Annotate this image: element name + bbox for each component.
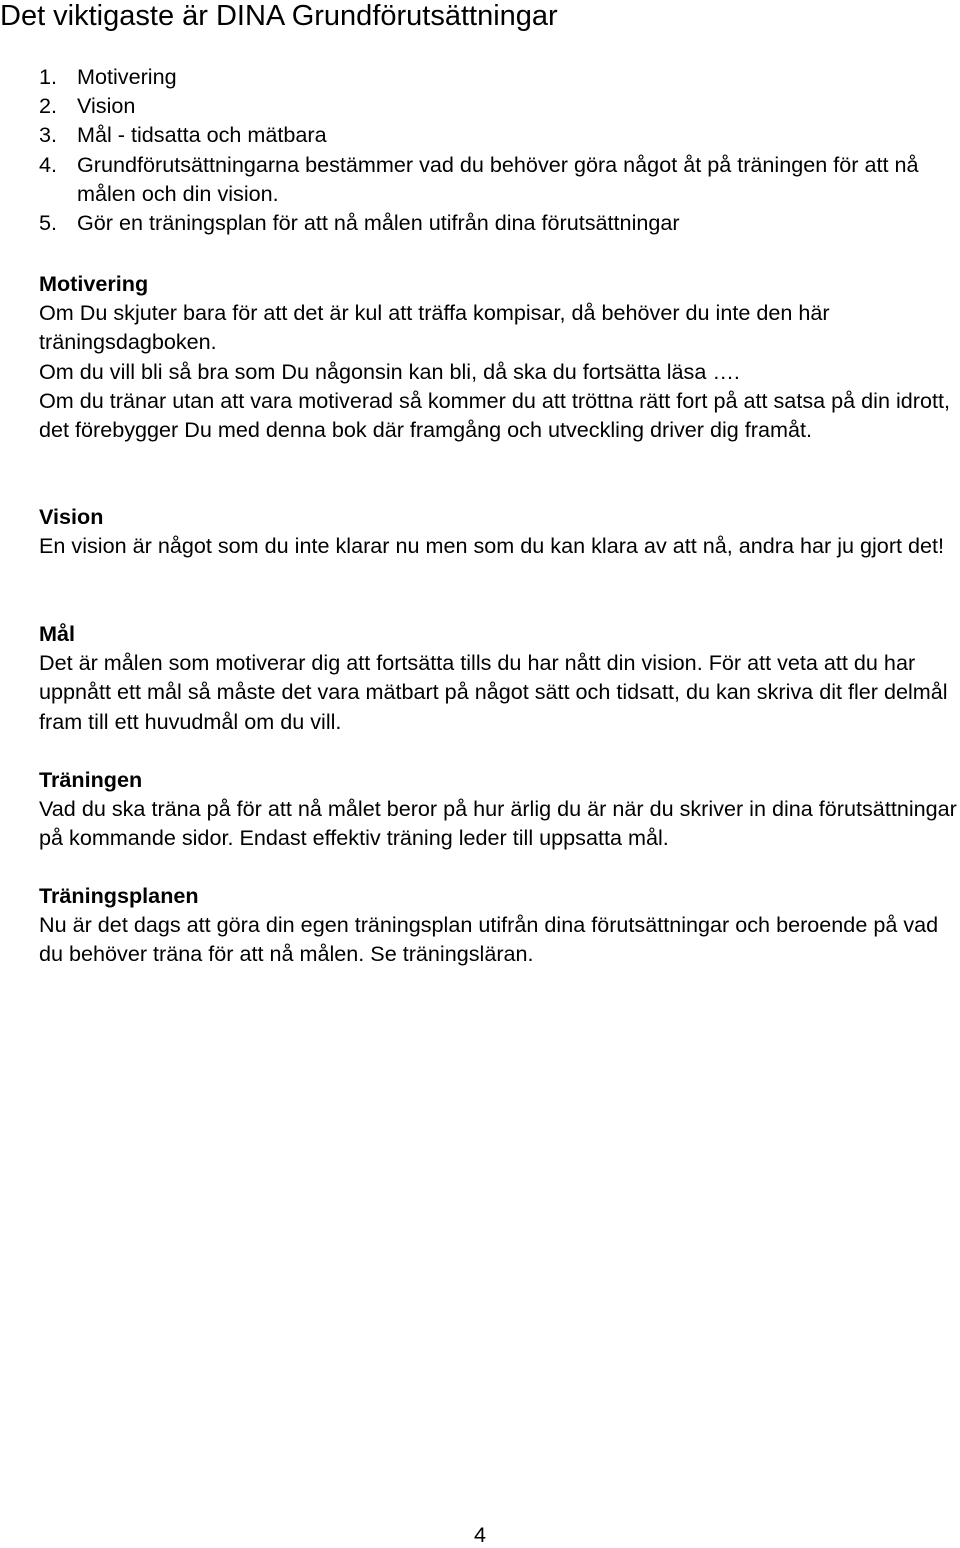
section-vision (39, 502, 959, 560)
section-paragraph: Det är målen som motiverar dig att fortsätta tills du har nått din vision. För att veta att du har uppnått ett mål så måste det vara mätbart på något sätt och tidsatt, du kan skriva dit fler delmål fram till ett huvudmål om du vill. (39, 650, 948, 734)
list-item-text: Gör en träningsplan för att nå målen utifrån dina förutsättningar (77, 210, 680, 236)
section-heading: Träningsplanen (39, 883, 199, 908)
numbered-list (39, 62, 959, 237)
list-item (39, 91, 959, 120)
page-number: 4 (473, 1522, 486, 1547)
list-item-number: 2. (39, 93, 58, 119)
section-motivering (39, 269, 959, 444)
list-item (39, 150, 959, 208)
list-item (39, 62, 959, 91)
list-item-number: 4. (39, 151, 58, 177)
list-item-text: Mål - tidsatta och mätbara (77, 122, 327, 148)
list-item-text: Grundförutsättningarna bestämmer vad du behöver göra något åt på träningen för att nå målen och din vision. (77, 151, 919, 206)
section-heading: Motivering (39, 271, 149, 296)
section-paragraph: Nu är det dags att göra din egen träningsplan utifrån dina förutsättningar och beroende på vad du behöver träna för att nå målen. Se träningsläran. (39, 912, 939, 967)
section-mal (39, 619, 959, 736)
section-paragraph: En vision är något som du inte klarar nu men som du kan klara av att nå, andra har ju gjort det! (39, 533, 945, 559)
section-paragraph: Vad du ska träna på för att nå målet beror på hur ärlig du är när du skriver in dina förutsättningar på kommande sidor. Endast effektiv träning leder till uppsatta mål. (39, 796, 957, 851)
section-heading: Mål (39, 621, 75, 646)
list-item-number: 3. (39, 122, 58, 148)
list-item-text: Motivering (77, 64, 177, 89)
list-item (39, 208, 959, 237)
section-heading: Träningen (39, 767, 143, 792)
list-item-text: Vision (77, 93, 136, 119)
list-item-number: 5. (39, 210, 58, 236)
list-item-number: 1. (39, 64, 58, 89)
section-traningsplanen (39, 881, 959, 969)
section-paragraph: Om du tränar utan att vara motiverad så kommer du att tröttna rätt fort på att satsa på din idrott, det förebygger Du med denna bok där framgång och utveckling driver dig framåt. (39, 387, 950, 443)
section-paragraph: Om Du skjuter bara för att det är kul att träffa kompisar, då behöver du inte den här träningsdagboken. (39, 300, 830, 355)
page-title: Det viktigaste är DINA Grundförutsättningar (0, 0, 558, 32)
section-traningen (39, 765, 959, 853)
section-paragraph: Om du vill bli så bra som Du någonsin kan bli, då ska du fortsätta läsa …. (39, 358, 740, 384)
list-item (39, 120, 959, 149)
section-heading: Vision (39, 504, 104, 529)
